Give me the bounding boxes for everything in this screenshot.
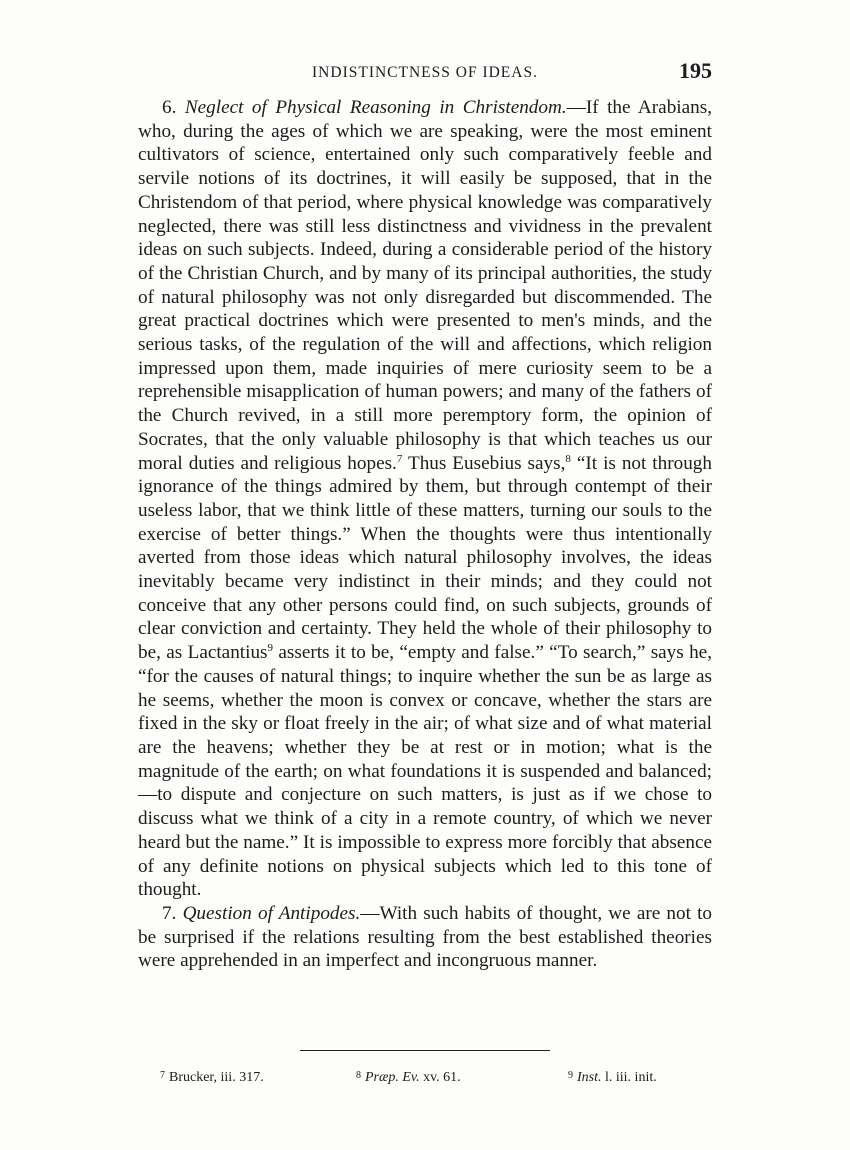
footnote-number: 9 (568, 1070, 573, 1081)
footnote (160, 1070, 264, 1086)
running-title: INDISTINCTNESS OF IDEAS. (312, 64, 538, 81)
paragraph-text: asserts it to be, “empty and false.” “To search,” says he, “for the causes of natural things; to inquire whether the sun be as large as he seems, whether the moon is convex or concave, whether the stars are fixed in the sky or float freely in the air; of what size and of what material are the heavens; whether they be at rest or in motion; what is the magnitude of the earth; on what foundations it is suspended and balanced;—to dispute and conjecture on such matters, is just as if we chose to discuss what we think of a city in a remote country, of which we never heard but the name.” It is impossible to express more forcibly that absence of any definite notions on physical subjects which led to this tone of thought. (138, 642, 712, 901)
footnote-number: 7 (160, 1070, 165, 1081)
footnote-source: Præp. Ev. (365, 1070, 420, 1085)
footnote-ref: 8 (565, 452, 571, 465)
footnote-ref-text: , iii. 317. (213, 1070, 264, 1085)
section-heading: Neglect of Physical Reasoning in Christendom. (184, 97, 567, 118)
section-heading: Question of Antipodes. (182, 902, 361, 924)
footnote-divider (300, 1050, 550, 1051)
footnote-ref-text: xv. 61. (419, 1070, 461, 1085)
paragraph-7 (138, 902, 712, 973)
footnote (568, 1070, 657, 1086)
footnote-number: 8 (356, 1070, 361, 1081)
footnote-source: Brucker (169, 1070, 214, 1085)
page-number: 195 (679, 58, 712, 83)
footnote-ref-text: l. iii. init. (601, 1070, 657, 1085)
footnote-ref: 7 (396, 452, 403, 465)
footnote (356, 1070, 461, 1086)
paragraph-text: —With such habits of thought, we are not to be surprised if the relations resulting from the best established theories were apprehended in an imperfect and incongruous manner. (138, 902, 713, 972)
paragraph-number: 7. (162, 902, 177, 924)
footnote-ref: 9 (267, 642, 274, 655)
paragraph-6 (138, 96, 712, 902)
paragraph-number: 6. (162, 97, 177, 118)
paragraph-text: Thus Eusebius says, (402, 452, 566, 474)
body-text (138, 96, 712, 973)
running-head (138, 58, 712, 92)
paragraph-text: “It is not through ignorance of the things admired by them, but through contempt of their useless labor, that we think little of these matters, turning our souls to the exercise of better things.” When the thoughts were thus intentionally averted from those ideas which natural philosophy involves, the ideas inevitably became very indistinct in their minds; and they could not conceive that any other persons could find, on such subjects, grounds of clear conviction and certainty. They held the whole of their philosophy to be, as Lactantius (138, 452, 712, 664)
paragraph-text: —If the Arabians, who, during the ages of which we are speaking, were the most eminent cultivators of science, entertained only such comparatively feeble and servile notions of its doctrines, it will easily be supposed, that in the Christendom of that period, where physical knowledge was comparatively neglected, there was still less distinctness and vividness in the prevalent ideas on such subjects. Indeed, during a considerable period of the history of the Christian Church, and by many of its principal authorities, the study of natural philosophy was not only disregarded but discommended. The great practical doctrines which were presented to men's minds, and the serious tasks, of the regulation of the will and affections, which religion impressed upon them, made inquiries of mere curiosity seem to be a reprehensible misapplication of human powers; and many of the fathers of the Church revived, in a still more peremptory form, the opinion of Socrates, that the only valuable philosophy is that which teaches us our moral duties and religious hopes. (138, 97, 712, 474)
footnotes (160, 1070, 700, 1094)
footnote-source: Inst. (577, 1070, 602, 1085)
